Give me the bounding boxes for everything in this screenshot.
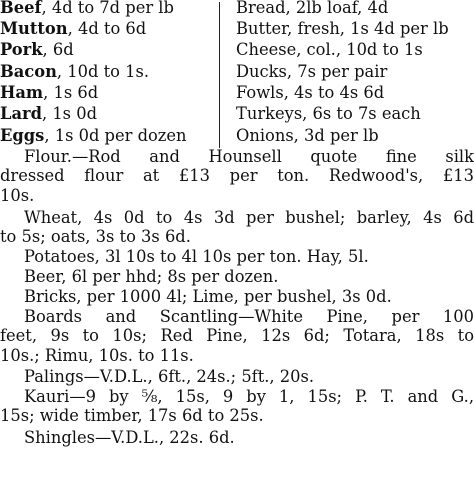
item-name: Bacon: [0, 62, 57, 81]
item-price: , 6d: [42, 40, 74, 59]
price-row-cheese: Cheese, col., 10d to 1s: [236, 40, 423, 59]
price-row-fowls: Fowls, 4s to 4s 6d: [236, 83, 385, 102]
item-price: , 1s 6d: [43, 83, 99, 102]
text-line: 10s.: [0, 185, 35, 205]
text-line: Boards and Scantling—White Pine, per 100: [24, 307, 474, 326]
text-line: dressed flour at £13 per ton. Redwood's, £13: [0, 166, 474, 186]
price-row-turkeys: Turkeys, 6s to 7s each: [236, 104, 421, 123]
item-name: Beef: [0, 0, 42, 17]
price-row-lard: [0, 104, 97, 124]
item-name: Mutton: [0, 19, 68, 38]
price-row-onions: Onions, 3d per lb: [236, 126, 379, 145]
price-row-ham: [0, 83, 98, 103]
price-row-ducks: Ducks, 7s per pair: [236, 62, 388, 81]
paragraph-flour: [0, 147, 474, 205]
text-line: Kauri—9 by ⅝, 15s, 9 by 1, 15s; P. T. and G.,: [24, 387, 474, 406]
price-row-pork: [0, 40, 74, 60]
paragraph-boards: [0, 307, 474, 365]
price-row-bread: Bread, 2lb loaf, 4d: [236, 0, 389, 17]
item-name: Eggs: [0, 126, 45, 145]
paragraph-palings: Palings—V.D.L., 6ft., 24s.; 5ft., 20s.: [24, 367, 315, 386]
paragraph-shingles: Shingles—V.D.L., 22s. 6d.: [24, 428, 235, 447]
item-price: , 1s 0d per dozen: [44, 126, 187, 145]
paragraph-kauri: [0, 387, 474, 426]
text-line: to 5s; oats, 3s to 3s 6d.: [0, 227, 191, 247]
price-row-bacon: [0, 62, 149, 82]
paragraph-beer: Beer, 6l per hhd; 8s per dozen.: [24, 267, 279, 286]
price-row-mutton: [0, 19, 146, 39]
item-name: Pork: [0, 40, 43, 59]
column-divider: [219, 2, 220, 148]
item-name: Lard: [0, 104, 42, 123]
item-price: , 10d to 1s.: [56, 62, 149, 81]
item-price: , 1s 0d: [41, 104, 97, 123]
paragraph-potatoes: Potatoes, 3l 10s to 4l 10s per ton. Hay, 5l.: [24, 247, 369, 266]
text-line: 10s.; Rimu, 10s. to 11s.: [0, 345, 194, 365]
item-price: , 4d to 7d per lb: [41, 0, 174, 17]
item-price: , 4d to 6d: [67, 19, 147, 38]
paragraph-wheat: [0, 208, 474, 247]
price-row-beef: [0, 0, 174, 18]
text-line: Flour.—Rod and Hounsell quote fine silk: [24, 147, 474, 166]
text-line: 15s; wide timber, 17s 6d to 25s.: [0, 406, 264, 426]
text-line: Wheat, 4s 0d to 4s 3d per bushel; barley, 4s 6d: [24, 208, 474, 227]
text-line: feet, 9s to 10s; Red Pine, 12s 6d; Totara, 18s to: [0, 326, 474, 346]
paragraph-bricks: Bricks, per 1000 4l; Lime, per bushel, 3s 0d.: [24, 287, 392, 306]
price-row-butter: Butter, fresh, 1s 4d per lb: [236, 19, 449, 38]
item-name: Ham: [0, 83, 44, 102]
price-row-eggs: [0, 126, 187, 146]
